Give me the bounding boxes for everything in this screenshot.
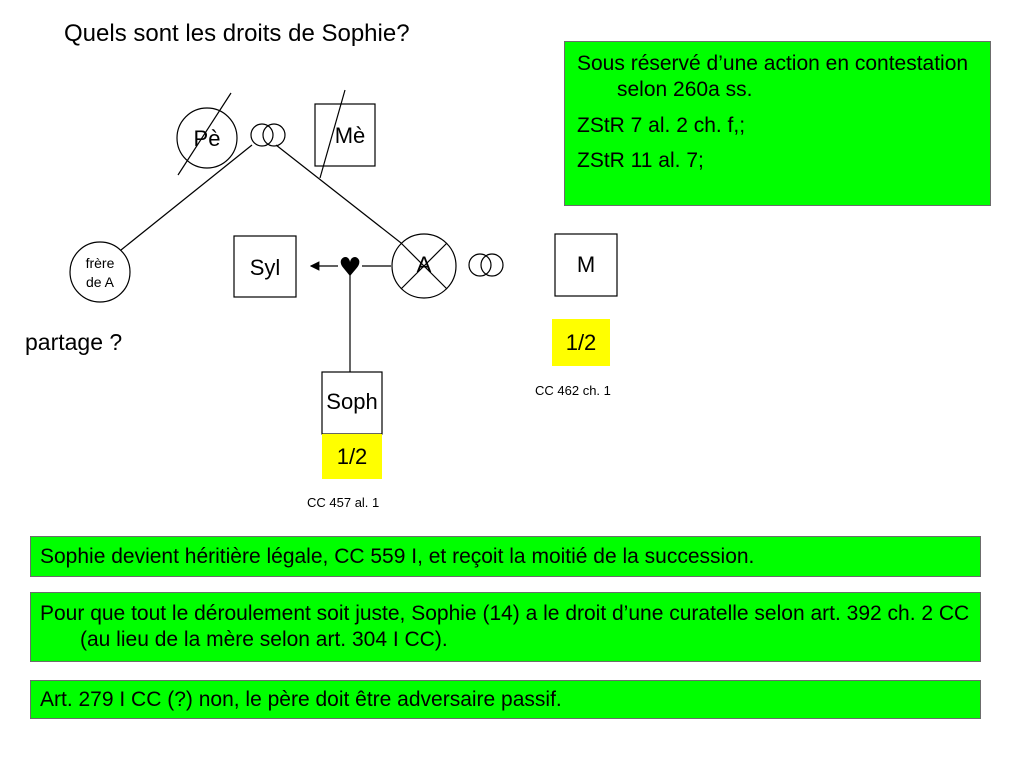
brother-label-line1: frère: [85, 255, 115, 271]
brother-node: [70, 242, 130, 302]
brother-label-line2: de A: [85, 274, 115, 290]
reserve-note-box: [564, 41, 991, 206]
m-share-badge: 1/2: [552, 319, 610, 366]
father-node: [177, 93, 237, 175]
note-text: Art. 279 I CC (?) non, le père doit être adversaire passif.: [40, 688, 562, 711]
note-text: Sophie devient héritière légale, CC 559 I, et reçoit la moitié de la succession.: [40, 545, 755, 568]
father-label: Pè: [193, 126, 221, 151]
a-node: [392, 234, 456, 298]
m-node: [555, 234, 617, 296]
reserve-note-line: ZStR 7 al. 2 ch. f,;: [577, 113, 746, 137]
note-box: [30, 680, 981, 719]
mother-label: Mè: [334, 123, 366, 148]
soph-share-badge: 1/2: [322, 434, 382, 479]
soph-share-citation: CC 457 al. 1: [307, 495, 380, 510]
marriage-rings-icon: [469, 254, 503, 276]
mother-node: [315, 90, 375, 178]
note-box: [30, 592, 981, 662]
a-label: A: [416, 252, 432, 277]
syl-node: [234, 236, 296, 297]
note-box: [30, 536, 981, 577]
note-text: Pour que tout le déroulement soit juste, Sophie (14) a le droit d’une curatelle selon art. 392 ch. 2 CC (au lieu de la mère selon art. 304 I CC).: [40, 602, 970, 652]
m-share-citation: CC 462 ch. 1: [535, 383, 611, 398]
reserve-note-line: Sous réservé d’une action en contestation selon 260a ss.: [577, 52, 969, 102]
svg-text:♥: ♥: [338, 253, 362, 283]
syl-label: Syl: [249, 255, 281, 280]
reserve-note-line: ZStR 11 al. 7;: [577, 148, 704, 172]
marriage-rings-icon: [251, 124, 285, 146]
soph-label: Soph: [326, 389, 378, 414]
m-label: M: [576, 252, 596, 277]
page-title: Quels sont les droits de Sophie?: [64, 20, 410, 47]
soph-node: [322, 372, 382, 434]
heart-icon: [338, 253, 361, 283]
partage-question: partage ?: [25, 329, 123, 355]
